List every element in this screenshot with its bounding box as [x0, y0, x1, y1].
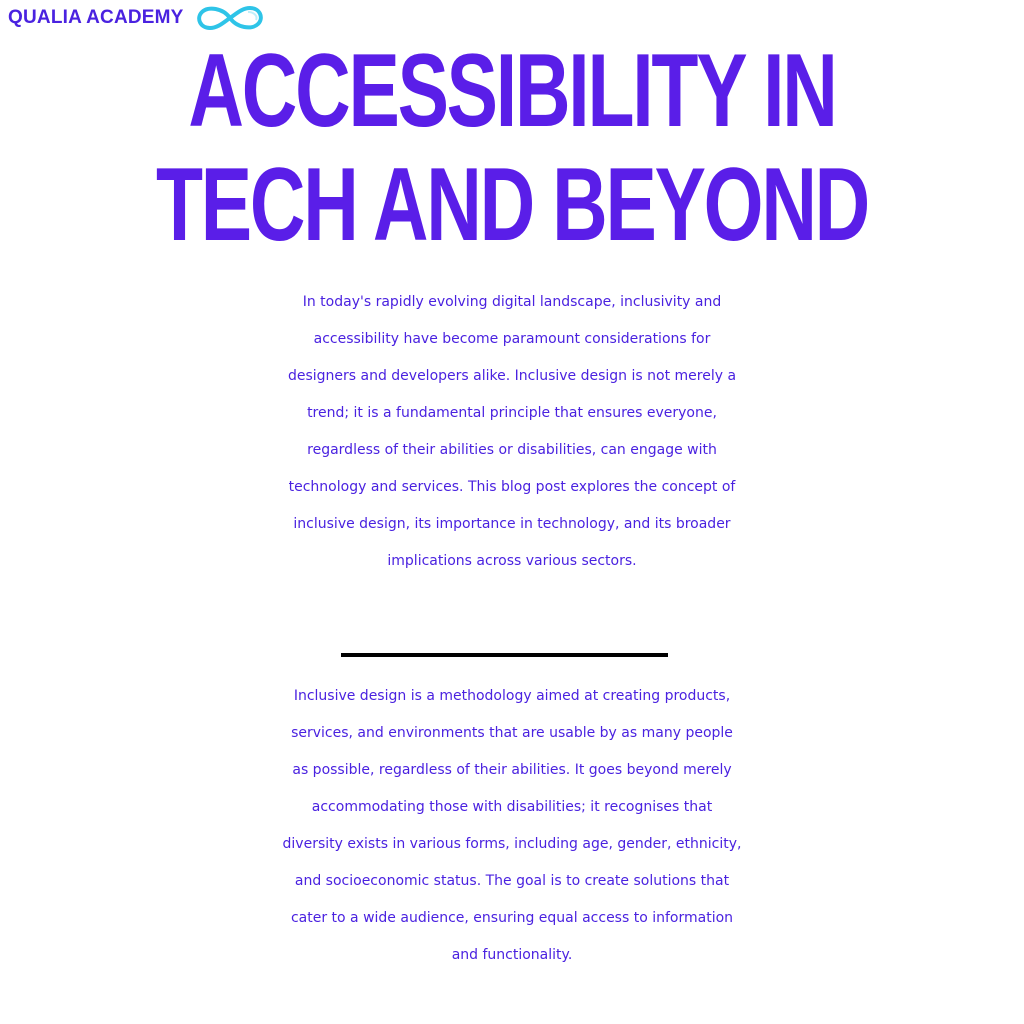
intro-line: designers and developers alike. Inclusive design is not merely a	[287, 368, 737, 384]
body-line: services, and environments that are usable by as many people	[291, 725, 733, 741]
intro-line: accessibility have become paramount considerations for	[313, 331, 711, 347]
infinity-icon	[190, 4, 270, 32]
page-title	[0, 34, 1024, 262]
intro-paragraph	[0, 284, 1024, 580]
body-line: as possible, regardless of their abilities. It goes beyond merely	[292, 762, 732, 778]
brand-name: QUALIA ACADEMY	[8, 7, 184, 28]
intro-line: inclusive design, its importance in technology, and its broader	[293, 516, 731, 532]
title-line-1: ACCESSIBILITY IN	[188, 33, 836, 149]
body-line: Inclusive design is a methodology aimed at creating products,	[293, 688, 731, 704]
body-line: and socioeconomic status. The goal is to create solutions that	[294, 873, 730, 889]
body-line: cater to a wide audience, ensuring equal access to information	[290, 910, 734, 926]
body-paragraph	[0, 678, 1024, 974]
body-line: diversity exists in various forms, including age, gender, ethnicity,	[282, 836, 742, 852]
title-line-2: TECH AND BEYOND	[155, 147, 869, 263]
body-line: and functionality.	[451, 947, 573, 963]
body-line: accommodating those with disabilities; it recognises that	[311, 799, 713, 815]
section-divider	[341, 653, 668, 657]
intro-line: implications across various sectors.	[387, 553, 637, 569]
intro-line: regardless of their abilities or disabilities, can engage with	[307, 442, 717, 458]
intro-line: trend; it is a fundamental principle that ensures everyone,	[307, 405, 717, 421]
intro-line: In today's rapidly evolving digital landscape, inclusivity and	[302, 294, 722, 310]
intro-line: technology and services. This blog post explores the concept of	[288, 479, 736, 495]
brand-header	[8, 4, 270, 32]
